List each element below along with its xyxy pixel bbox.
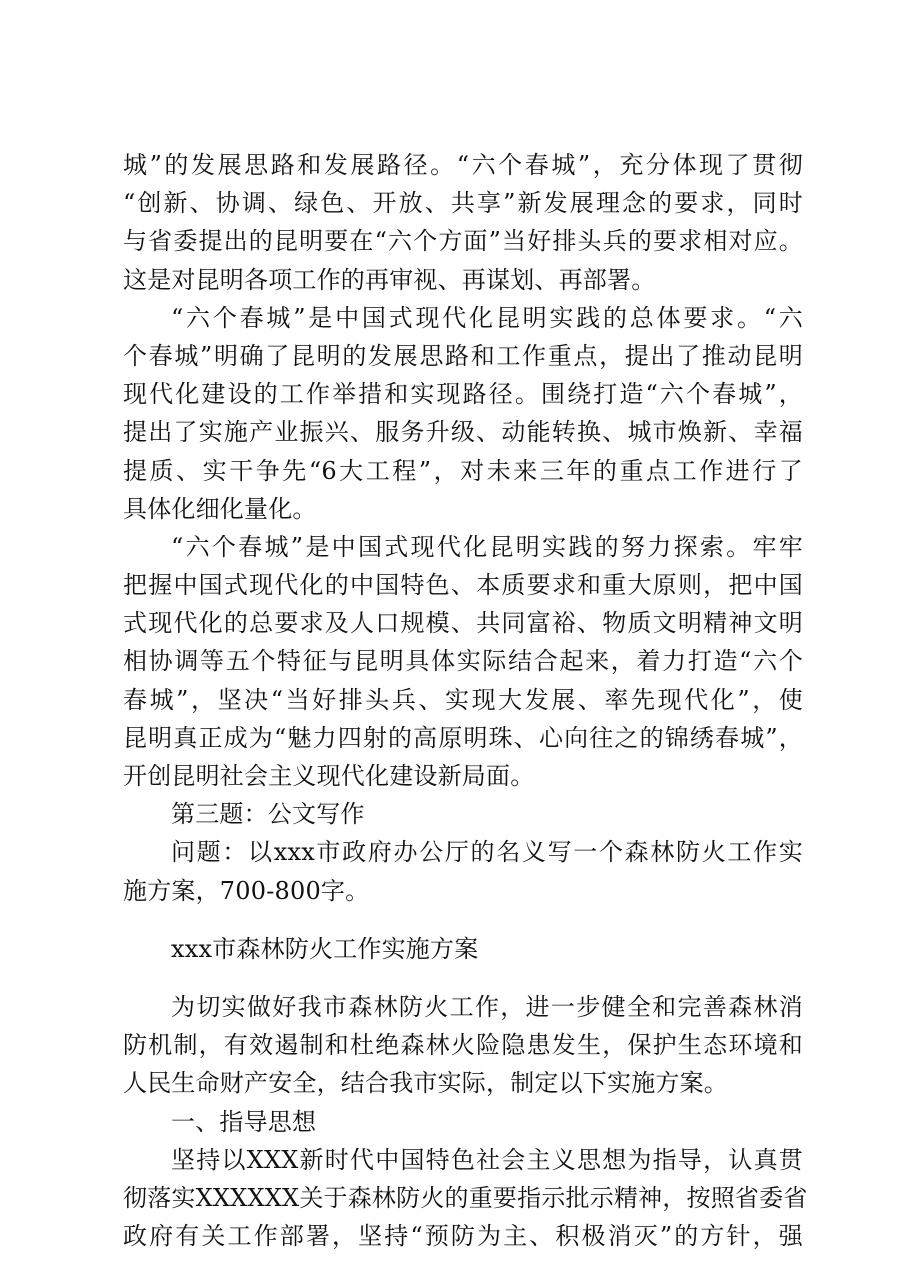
text-line: 相协调等五个特征与昆明具体实际结合起来，着力打造“六个	[123, 647, 803, 676]
text-line: “创新、协调、绿色、开放、共享”新发展理念的要求，同时	[123, 189, 803, 218]
text-line: 提质、实干争先“6大工程”，对未来三年的重点工作进行了	[123, 456, 803, 485]
paragraph	[123, 528, 803, 795]
text-line: 开创昆明社会主义现代化建设新局面。	[123, 762, 535, 790]
text-line: 第三题：公文写作	[171, 800, 365, 829]
text-line: 这是对昆明各项工作的再审视、再谋划、再部署。	[123, 265, 656, 294]
text-line: 城”的发展思路和发展路径。“六个春城”，充分体现了贯彻	[123, 151, 803, 179]
text-line: “六个春城”是中国式现代化昆明实践的努力探索。牢牢	[171, 532, 803, 561]
text-line: 坚持以XXX新时代中国特色社会主义思想为指导，认真贯	[171, 1145, 803, 1174]
spacer	[123, 968, 803, 988]
text-line: 政府有关工作部署，坚持“预防为主、积极消灭”的方针，强	[123, 1222, 803, 1251]
text-line: 一、指导思想	[171, 1107, 317, 1136]
text-line: 彻落实XXXXXX关于森林防火的重要指示批示精神，按照省委省	[123, 1183, 808, 1212]
text-line: 人民生命财产安全，结合我市实际，制定以下实施方案。	[123, 1069, 728, 1098]
text-line: 防机制，有效遏制和杜绝森林火险隐患发生，保护生态环境和	[123, 1031, 803, 1060]
text-line: 提出了实施产业振兴、服务升级、动能转换、城市焕新、幸福	[123, 418, 803, 447]
paragraph	[123, 146, 803, 299]
section-heading	[123, 795, 803, 833]
text-line: 式现代化的总要求及人口规模、共同富裕、物质文明精神文明	[123, 609, 803, 638]
paragraph	[123, 988, 803, 1103]
text-line: 施方案，700-800字。	[123, 876, 370, 905]
document-title	[123, 930, 803, 968]
text-line: 为切实做好我市森林防火工作，进一步健全和完善森林消	[171, 992, 803, 1021]
text-line: 现代化建设的工作举措和实现路径。围绕打造“六个春城”，	[123, 380, 803, 409]
text-line: “六个春城”是中国式现代化昆明实践的总体要求。“六	[171, 303, 803, 332]
text-line: 个春城”明确了昆明的发展思路和工作重点，提出了推动昆明	[123, 341, 803, 370]
question-paragraph	[123, 833, 803, 909]
paragraph	[123, 299, 803, 528]
text-line: 昆明真正成为“魅力四射的高原明珠、心向往之的锦绣春城”，	[123, 723, 803, 752]
text-line: xxx市森林防火工作实施方案	[171, 934, 479, 963]
text-line: 问题：以xxx市政府办公厅的名义写一个森林防火工作实	[171, 838, 803, 867]
document-body	[123, 146, 808, 1255]
paragraph	[123, 1141, 808, 1256]
text-line: 春城”，坚决“当好排头兵、实现大发展、率先现代化”，使	[123, 685, 803, 714]
spacer	[123, 910, 803, 930]
text-line: 把握中国式现代化的中国特色、本质要求和重大原则，把中国	[123, 571, 803, 600]
text-line: 与省委提出的昆明要在“六个方面”当好排头兵的要求相对应。	[123, 227, 803, 256]
subheading	[123, 1103, 803, 1141]
text-line: 具体化细化量化。	[123, 494, 317, 523]
